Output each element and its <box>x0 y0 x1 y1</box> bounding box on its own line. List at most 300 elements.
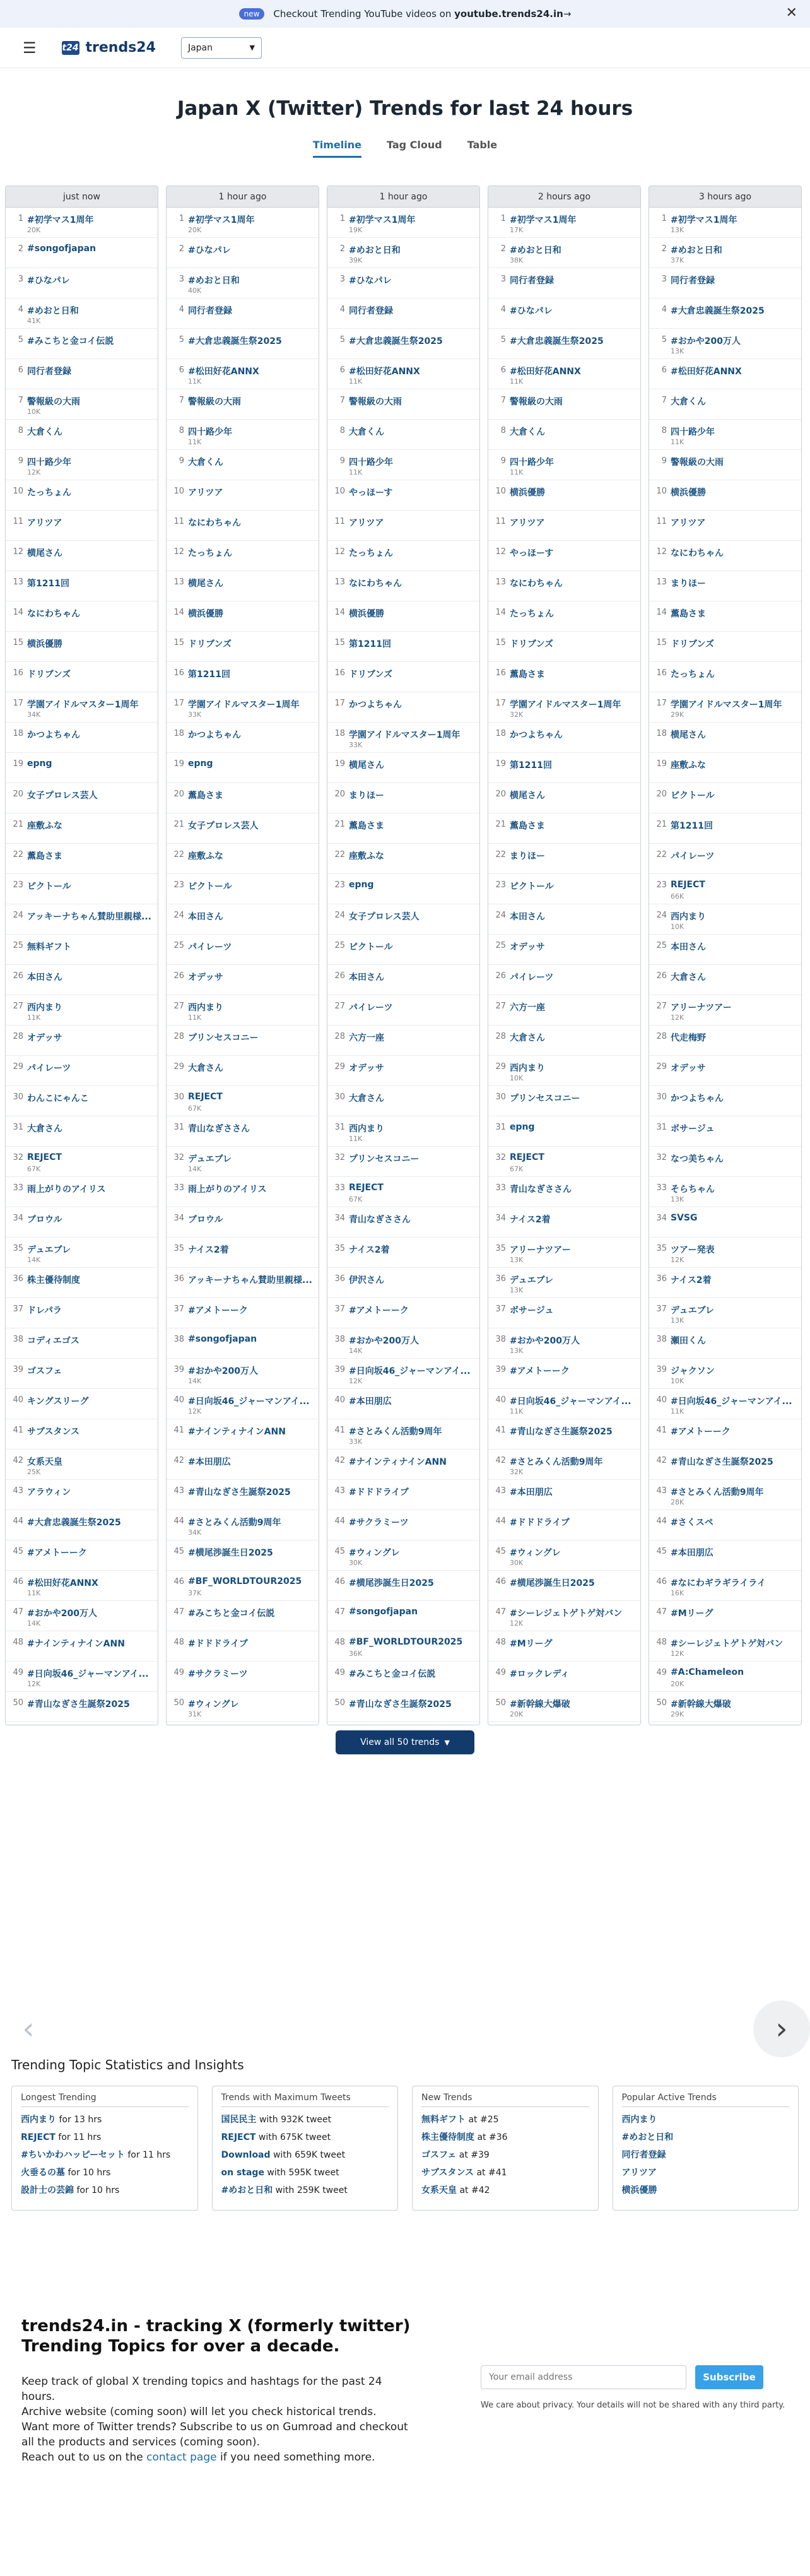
trend-link[interactable]: 女子プロレス芸人 <box>349 912 420 922</box>
trend-link[interactable]: #アメトーーク <box>27 1548 87 1558</box>
trend-link[interactable]: ナイス2着 <box>188 1245 229 1255</box>
trend-link[interactable]: アッキーナちゃん賛助里親様... <box>188 1275 312 1285</box>
trend-link[interactable]: 西内まり <box>510 1063 545 1073</box>
trend-link[interactable]: ブロウル <box>188 1215 223 1225</box>
trend-link[interactable]: たっちょん <box>671 670 715 680</box>
trend-link[interactable]: 横浜優勝 <box>188 609 223 619</box>
trend-link[interactable]: #横尾渉誕生日2025 <box>188 1548 273 1558</box>
trend-link[interactable]: やっほーす <box>349 488 393 498</box>
stats-trend-link[interactable]: 西内まり <box>621 2115 657 2125</box>
trend-link[interactable]: ナイス2着 <box>349 1245 390 1255</box>
trend-link[interactable]: #初学マス1周年 <box>510 215 577 225</box>
trend-link[interactable]: #初学マス1周年 <box>671 215 737 225</box>
trend-link[interactable]: #なにわギラギライライ <box>671 1578 766 1588</box>
trend-link[interactable]: 無料ギフト <box>27 942 71 952</box>
tab-timeline[interactable]: Timeline <box>313 139 361 158</box>
trend-link[interactable]: 横尾さん <box>188 579 223 589</box>
stats-trend-link[interactable]: 株主優待制度 <box>421 2132 474 2142</box>
trend-link[interactable]: なにわちゃん <box>188 518 241 528</box>
trend-link[interactable]: #みこちと金コイ伝説 <box>349 1669 436 1679</box>
trend-link[interactable]: #さとみくん活動9周年 <box>349 1427 442 1437</box>
trend-link[interactable]: 横浜優勝 <box>671 488 706 498</box>
trend-link[interactable]: #松田好花ANNX <box>27 1578 98 1588</box>
trend-link[interactable]: 西内まり <box>671 912 706 922</box>
trend-link[interactable]: まりほー <box>510 851 545 861</box>
trend-link[interactable]: 大倉さん <box>349 1094 384 1104</box>
trend-link[interactable]: #大倉忠義誕生祭2025 <box>188 336 282 346</box>
trend-link[interactable]: #ひなパレ <box>510 306 553 316</box>
trend-link[interactable]: #ひなパレ <box>349 276 392 286</box>
trend-link[interactable]: #songofjapan <box>27 244 97 254</box>
trend-link[interactable]: 株主優待制度 <box>27 1275 80 1285</box>
trend-link[interactable]: #めおと日和 <box>27 306 79 316</box>
trend-link[interactable]: ナイス2着 <box>671 1275 712 1285</box>
trend-link[interactable]: やっほーす <box>510 548 554 558</box>
trend-link[interactable]: 女子プロレス芸人 <box>27 791 98 801</box>
trend-item <box>167 1419 319 1450</box>
trend-link[interactable]: #みこちと金コイ伝説 <box>27 336 114 346</box>
trend-rank: 4 <box>500 305 506 314</box>
trend-link[interactable]: #めおと日和 <box>510 245 561 256</box>
trend-link[interactable]: ドリブンズ <box>188 639 232 649</box>
stats-trend-link[interactable]: ゴスフェ <box>421 2150 457 2160</box>
trend-link[interactable]: アリーナツアー <box>510 1245 571 1255</box>
stats-trend-link[interactable]: 設計士の芸錦 <box>21 2185 74 2195</box>
trend-link[interactable]: パイレーツ <box>349 1003 393 1013</box>
trend-link[interactable]: #アメトーーク <box>671 1427 731 1437</box>
trend-link[interactable]: #大倉忠義誕生祭2025 <box>510 336 604 346</box>
trend-link[interactable]: #ウィングレ <box>349 1548 400 1558</box>
trend-link[interactable]: ナイス2着 <box>510 1215 551 1225</box>
trend-item <box>6 723 158 753</box>
logo-icon[interactable]: t24 <box>62 41 79 55</box>
trend-link[interactable]: #大倉忠義誕生祭2025 <box>671 306 765 316</box>
trend-link[interactable]: まりほー <box>349 791 384 801</box>
trend-link[interactable]: ドリブンズ <box>510 639 554 649</box>
trend-link[interactable]: REJECT <box>349 1183 384 1193</box>
trend-link[interactable]: 女系天皇 <box>27 1457 62 1467</box>
trend-link[interactable]: 代走梅野 <box>671 1033 706 1043</box>
trend-link[interactable]: たっちょん <box>27 488 71 498</box>
trend-link[interactable]: 第1211回 <box>188 670 230 680</box>
trend-link[interactable]: #大倉忠義誕生祭2025 <box>349 336 443 346</box>
stats-trend-link[interactable]: 国民民主 <box>221 2115 257 2125</box>
trend-rank: 10 <box>334 487 345 496</box>
trend-link[interactable]: 座敷ふな <box>188 851 223 861</box>
trend-link[interactable]: #めおと日和 <box>188 276 240 286</box>
trend-link[interactable]: 雨上がりのアイリス <box>188 1185 267 1195</box>
trend-link[interactable]: 横浜優勝 <box>349 609 384 619</box>
trend-link[interactable]: #ひなパレ <box>188 245 231 256</box>
trend-link[interactable]: 薫島さま <box>510 821 545 831</box>
trend-link[interactable]: #日向坂46_ジャーマンアイ... <box>349 1366 471 1376</box>
trend-link[interactable]: #本田朋広 <box>510 1487 553 1498</box>
trend-link[interactable]: #A:Chameleon <box>671 1667 744 1677</box>
trend-link[interactable]: プリンセスコニー <box>510 1094 580 1104</box>
trend-link[interactable]: ブロウル <box>27 1215 62 1225</box>
trend-link[interactable]: 大倉くん <box>349 427 384 437</box>
trend-link[interactable]: オデッサ <box>671 1063 706 1073</box>
trend-link[interactable]: アッキーナちゃん賛助里親様... <box>27 912 151 922</box>
trend-link[interactable]: #BF_WORLDTOUR2025 <box>349 1637 463 1647</box>
trend-link[interactable]: REJECT <box>510 1152 544 1162</box>
trend-link[interactable]: #松田好花ANNX <box>188 367 259 377</box>
trend-link[interactable]: アリーナツアー <box>671 1003 732 1013</box>
stats-trend-link[interactable]: アリツア <box>621 2168 657 2178</box>
trend-link[interactable]: 西内まり <box>349 1124 384 1134</box>
trend-link[interactable]: たっちょん <box>188 548 232 558</box>
trend-link[interactable]: アラウィン <box>27 1487 71 1498</box>
trend-link[interactable]: 本田さん <box>510 912 545 922</box>
trend-link[interactable]: パイレーツ <box>27 1063 71 1073</box>
trend-link[interactable]: 学園アイドルマスター1周年 <box>349 730 461 740</box>
trend-link[interactable]: #Mリーグ <box>671 1609 713 1619</box>
trend-link[interactable]: 学園アイドルマスター1周年 <box>510 700 621 710</box>
trend-link[interactable]: コディエゴス <box>27 1336 79 1346</box>
trend-link[interactable]: #初学マス1周年 <box>27 215 94 225</box>
trend-link[interactable]: #新幹線大爆破 <box>510 1699 570 1710</box>
stats-trend-link[interactable]: 無料ギフト <box>421 2115 466 2125</box>
trend-link[interactable]: ピクトール <box>349 942 393 952</box>
trend-link[interactable]: #ドドドライブ <box>188 1639 248 1649</box>
trend-link[interactable]: サブスタンス <box>27 1427 80 1437</box>
trend-link[interactable]: 六方一座 <box>510 1003 545 1013</box>
trend-link[interactable]: 大倉くん <box>510 427 545 437</box>
trend-link[interactable]: 薫島さま <box>27 851 62 861</box>
trend-link[interactable]: プリンセスコニー <box>349 1154 420 1164</box>
trend-link[interactable]: プリンセスコニー <box>188 1033 259 1043</box>
trend-link[interactable]: 同行者登録 <box>671 276 715 286</box>
trend-link[interactable]: #横尾渉誕生日2025 <box>349 1578 434 1588</box>
trend-link[interactable]: #青山なぎさ生誕祭2025 <box>349 1699 452 1710</box>
trend-link[interactable]: 警報級の大雨 <box>349 397 402 407</box>
trend-link[interactable]: #おかや200万人 <box>27 1609 97 1619</box>
tab-tag-cloud[interactable]: Tag Cloud <box>386 139 442 151</box>
trend-link[interactable]: ジャクソン <box>671 1366 715 1376</box>
trend-link[interactable]: #青山なぎさ生誕祭2025 <box>671 1457 773 1467</box>
trend-link[interactable]: ドレパラ <box>27 1306 62 1316</box>
trend-link[interactable]: 四十路少年 <box>349 458 393 468</box>
trend-link[interactable]: 青山なぎささん <box>510 1185 572 1195</box>
trend-link[interactable]: そらちゃん <box>671 1185 715 1195</box>
trend-link[interactable]: かつよちゃん <box>349 700 402 710</box>
trend-link[interactable]: 本田さん <box>671 942 706 952</box>
tweet-count: 29K <box>671 711 684 719</box>
trend-link[interactable]: 女子プロレス芸人 <box>188 821 259 831</box>
subscribe-button[interactable]: Subscribe <box>695 2365 763 2389</box>
trend-link[interactable]: 大倉くん <box>27 427 62 437</box>
trend-link[interactable]: 本田さん <box>188 912 223 922</box>
trend-link[interactable]: 学園アイドルマスター1周年 <box>188 700 300 710</box>
trend-item <box>488 1268 640 1298</box>
trend-link[interactable]: 学園アイドルマスター1周年 <box>27 700 139 710</box>
stats-trend-link[interactable]: REJECT <box>21 2132 56 2142</box>
trend-link[interactable]: #ウィングレ <box>510 1548 561 1558</box>
trend-link[interactable]: ピクトール <box>671 791 715 801</box>
trend-link[interactable]: 同行者登録 <box>349 306 393 316</box>
tab-table[interactable]: Table <box>467 139 498 151</box>
trend-link[interactable]: 本田さん <box>27 972 62 983</box>
trend-link[interactable]: デュエブレ <box>188 1154 232 1164</box>
trend-link[interactable]: オデッサ <box>510 942 545 952</box>
trend-link[interactable]: epng <box>510 1122 535 1132</box>
trend-link[interactable]: #日向坂46_ジャーマンアイ... <box>27 1669 149 1679</box>
trend-link[interactable]: 第1211回 <box>510 760 552 771</box>
trend-link[interactable]: なにわちゃん <box>510 579 563 589</box>
trend-link[interactable]: 座敷ふな <box>27 821 62 831</box>
trend-link[interactable]: オデッサ <box>27 1033 62 1043</box>
tweet-count: 67K <box>188 1104 202 1113</box>
stats-trend-link[interactable]: 女系天皇 <box>421 2185 457 2195</box>
trend-link[interactable]: #さとみくん活動9周年 <box>671 1487 764 1498</box>
trend-link[interactable]: 警報級の大雨 <box>27 397 80 407</box>
trend-link[interactable]: ドリブンズ <box>671 639 715 649</box>
trend-link[interactable]: #青山なぎさ生誕祭2025 <box>188 1487 291 1498</box>
trend-link[interactable]: 座敷ふな <box>349 851 384 861</box>
trend-link[interactable]: 六方一座 <box>349 1033 384 1043</box>
trend-link[interactable]: #ロックレディ <box>510 1669 570 1679</box>
trend-link[interactable]: 警報級の大雨 <box>671 458 724 468</box>
trend-link[interactable]: ドリブンズ <box>27 670 71 680</box>
trend-link[interactable]: #初学マス1周年 <box>349 215 416 225</box>
trend-link[interactable]: 横浜優勝 <box>510 488 545 498</box>
stats-trend-link[interactable]: REJECT <box>221 2132 256 2142</box>
trend-link[interactable]: 本田さん <box>349 972 384 983</box>
trend-link[interactable]: 横尾さん <box>671 730 706 740</box>
trend-link[interactable]: #松田好花ANNX <box>510 367 581 377</box>
trend-link[interactable]: パイレーツ <box>188 942 232 952</box>
trend-link[interactable]: #ナインティナインANN <box>349 1457 447 1467</box>
trend-link[interactable]: かつよちゃん <box>27 730 80 740</box>
trend-link[interactable]: #アメトーーク <box>510 1366 570 1376</box>
trend-link[interactable]: まりほー <box>671 579 706 589</box>
trend-link[interactable]: #本田朋広 <box>188 1457 231 1467</box>
trend-link[interactable]: #ドドドライブ <box>349 1487 409 1498</box>
trend-link[interactable]: #松田好花ANNX <box>349 367 420 377</box>
trend-link[interactable]: 学園アイドルマスター1周年 <box>671 700 782 710</box>
trend-item <box>327 1086 479 1116</box>
trend-link[interactable]: デュエブレ <box>510 1275 554 1285</box>
trend-link[interactable]: #本田朋広 <box>349 1397 392 1407</box>
trend-link[interactable]: REJECT <box>188 1092 223 1102</box>
trend-link[interactable]: #Mリーグ <box>510 1639 553 1649</box>
trend-link[interactable]: 薫島さま <box>510 670 545 680</box>
trend-item <box>649 874 801 904</box>
trend-link[interactable]: #新幹線大爆破 <box>671 1699 731 1710</box>
trend-link[interactable]: ツアー発表 <box>671 1245 715 1255</box>
trend-link[interactable]: ピクトール <box>27 882 71 892</box>
trend-link[interactable]: #おかや200万人 <box>188 1366 258 1376</box>
trend-rank: 45 <box>334 1547 345 1556</box>
trend-link[interactable]: 横尾さん <box>349 760 384 771</box>
trend-link[interactable]: 警報級の大雨 <box>510 397 563 407</box>
trend-link[interactable]: オデッサ <box>188 972 223 983</box>
stats-trend-link[interactable]: on stage <box>221 2168 264 2178</box>
trend-link[interactable]: 同行者登録 <box>510 276 554 286</box>
trend-link[interactable]: 雨上がりのアイリス <box>27 1185 106 1195</box>
trend-link[interactable]: 瀬田くん <box>671 1336 706 1346</box>
trend-link[interactable]: なにわちゃん <box>27 609 80 619</box>
trend-link[interactable]: ピクトール <box>510 882 554 892</box>
trend-link[interactable]: epng <box>27 759 52 769</box>
stats-trend-link[interactable]: #めおと日和 <box>621 2132 674 2142</box>
trend-link[interactable]: SVSG <box>671 1213 698 1223</box>
trend-link[interactable]: 薫島さま <box>188 791 223 801</box>
trend-link[interactable]: 第1211回 <box>27 579 69 589</box>
trend-link[interactable]: #おかや200万人 <box>349 1336 419 1346</box>
brand-name[interactable]: trends24 <box>85 40 156 56</box>
trend-link[interactable]: 薫島さま <box>671 609 706 619</box>
trend-link[interactable]: #おかや200万人 <box>671 336 741 346</box>
email-input[interactable] <box>481 2365 686 2389</box>
trend-link[interactable]: キングスリーグ <box>27 1397 89 1407</box>
trend-link[interactable]: アリツア <box>349 518 384 528</box>
stats-row <box>21 2146 189 2164</box>
trend-link[interactable]: 四十路少年 <box>671 427 715 437</box>
trend-link[interactable]: #ウィングレ <box>188 1699 239 1710</box>
country-select[interactable]: Japan ▼ <box>181 37 262 59</box>
trend-link[interactable]: かつよちゃん <box>510 730 563 740</box>
trend-link[interactable]: ボサージュ <box>671 1124 715 1134</box>
trend-link[interactable]: 同行者登録 <box>188 306 232 316</box>
trend-link[interactable]: #ドドドライブ <box>510 1518 570 1528</box>
trend-link[interactable]: 座敷ふな <box>671 760 706 771</box>
contact-link[interactable]: contact page <box>146 2451 217 2464</box>
trend-link[interactable]: epng <box>188 759 213 769</box>
trend-link[interactable]: #本田朋広 <box>671 1548 713 1558</box>
trend-link[interactable]: 大倉さん <box>671 972 706 983</box>
trend-link[interactable]: 青山なぎささん <box>188 1124 250 1134</box>
next-arrow-icon[interactable]: › <box>753 2000 810 2057</box>
trend-link[interactable]: ボサージュ <box>510 1306 554 1316</box>
trend-link[interactable]: デュエブレ <box>27 1245 71 1255</box>
trend-link[interactable]: 第1211回 <box>671 821 713 831</box>
trend-link[interactable]: #サクラミーツ <box>188 1669 248 1679</box>
trend-link[interactable]: 西内まり <box>27 1003 62 1013</box>
trend-rank: 20 <box>334 789 345 799</box>
banner-text[interactable]: Checkout Trending YouTube videos on youtube.trends24.in→ <box>273 8 572 20</box>
close-icon[interactable]: ✕ <box>785 5 797 21</box>
trend-link[interactable]: 大倉くん <box>188 458 223 468</box>
stats-trend-link[interactable]: 西内まり <box>21 2115 56 2125</box>
trend-link[interactable]: #青山なぎさ生誕祭2025 <box>27 1699 130 1710</box>
trend-link[interactable]: #アメトーーク <box>349 1306 409 1316</box>
trend-link[interactable]: 警報級の大雨 <box>188 397 241 407</box>
trend-link[interactable]: なにわちゃん <box>349 579 402 589</box>
trend-link[interactable]: アリツア <box>27 518 62 528</box>
trend-link[interactable]: かつよちゃん <box>188 730 241 740</box>
trend-link[interactable]: 横尾さん <box>27 548 62 558</box>
prev-arrow-icon[interactable]: ‹ <box>22 2011 35 2047</box>
trend-link[interactable]: 横尾さん <box>510 791 545 801</box>
trend-link[interactable]: ゴスフェ <box>27 1366 62 1376</box>
menu-icon[interactable]: ☰ <box>23 38 37 57</box>
trend-link[interactable]: たっちょん <box>349 548 393 558</box>
trend-link[interactable]: #さくスペ <box>671 1518 713 1528</box>
trend-link[interactable]: わんこにゃんこ <box>27 1094 89 1104</box>
trend-link[interactable]: ドリブンズ <box>349 670 393 680</box>
trend-link[interactable]: たっちょん <box>510 609 554 619</box>
tweet-count: 38K <box>510 256 524 264</box>
trend-link[interactable]: #ナインティナインANN <box>27 1639 125 1649</box>
stats-trend-link[interactable]: 同行者登録 <box>621 2150 666 2160</box>
view-all-button[interactable]: View all 50 trends ▼ <box>336 1730 474 1754</box>
trend-link[interactable]: オデッサ <box>349 1063 384 1073</box>
trend-link[interactable]: アリツア <box>510 518 545 528</box>
trend-link[interactable]: 四十路少年 <box>188 427 232 437</box>
trend-link[interactable]: #BF_WORLDTOUR2025 <box>188 1576 302 1586</box>
trend-link[interactable]: 伊沢さん <box>349 1275 384 1285</box>
stats-trend-link[interactable]: 横浜優勝 <box>621 2185 657 2195</box>
trend-link[interactable]: REJECT <box>671 880 705 890</box>
trend-link[interactable]: パイレーツ <box>671 851 715 861</box>
trend-link[interactable]: #初学マス1周年 <box>188 215 255 225</box>
trend-link[interactable]: 第1211回 <box>349 639 391 649</box>
trend-link[interactable]: #めおと日和 <box>671 245 722 256</box>
trend-link[interactable]: デュエブレ <box>671 1306 715 1316</box>
trend-link[interactable]: 青山なぎささん <box>349 1215 411 1225</box>
trend-link[interactable]: #songofjapan <box>349 1607 418 1617</box>
trend-item <box>167 844 319 874</box>
trend-link[interactable]: #サクラミーツ <box>349 1518 409 1528</box>
trend-link[interactable]: ピクトール <box>188 882 232 892</box>
trend-link[interactable]: 横浜優勝 <box>27 639 62 649</box>
trend-link[interactable]: epng <box>349 880 374 890</box>
stats-trend-link[interactable]: #めおと日和 <box>221 2185 273 2195</box>
stats-trend-link[interactable]: #ちいかわハッピーセット <box>21 2150 125 2160</box>
trend-link[interactable]: #おかや200万人 <box>510 1336 580 1346</box>
trend-link[interactable]: なにわちゃん <box>671 548 724 558</box>
stats-trend-link[interactable]: サブスタンス <box>421 2168 474 2178</box>
trend-link[interactable]: #日向坂46_ジャーマンアイ... <box>188 1397 310 1407</box>
trend-link[interactable]: 薫島さま <box>349 821 384 831</box>
trend-link[interactable]: 大倉さん <box>188 1063 223 1073</box>
trend-link[interactable]: #シーレジェトゲトゲ対バン <box>671 1639 784 1649</box>
trend-link[interactable]: アリツア <box>671 518 706 528</box>
trend-link[interactable]: #日向坂46_ジャーマンアイ... <box>671 1397 792 1407</box>
trend-link[interactable]: REJECT <box>27 1152 62 1162</box>
trend-link[interactable]: #さとみくん活動9周年 <box>188 1518 281 1528</box>
trend-link[interactable]: #青山なぎさ生誕祭2025 <box>510 1427 613 1437</box>
trend-link[interactable]: #大倉忠義誕生祭2025 <box>27 1518 121 1528</box>
trend-link[interactable]: 四十路少年 <box>27 458 71 468</box>
trend-link[interactable]: #日向坂46_ジャーマンアイ... <box>510 1397 631 1407</box>
trend-link[interactable]: 大倉さん <box>27 1124 62 1134</box>
trend-link[interactable]: 大倉さん <box>510 1033 545 1043</box>
stats-trend-link[interactable]: 火垂るの墓 <box>21 2168 65 2178</box>
trend-link[interactable]: 四十路少年 <box>510 458 554 468</box>
trend-link[interactable]: なつ美ちゃん <box>671 1154 724 1164</box>
trend-link[interactable]: #ひなパレ <box>27 276 70 286</box>
trend-link[interactable]: #めおと日和 <box>349 245 401 256</box>
trend-link[interactable]: #松田好花ANNX <box>671 367 742 377</box>
trend-link[interactable]: パイレーツ <box>510 972 554 983</box>
stats-trend-link[interactable]: Download <box>221 2150 271 2160</box>
trend-item <box>6 692 158 723</box>
trend-link[interactable]: #みこちと金コイ伝説 <box>188 1609 275 1619</box>
trend-link[interactable]: #さとみくん活動9周年 <box>510 1457 603 1467</box>
trend-link[interactable]: 西内まり <box>188 1003 223 1013</box>
trend-link[interactable]: #シーレジェトゲトゲ対バン <box>510 1609 623 1619</box>
trend-link[interactable]: #ナインティナインANN <box>188 1427 286 1437</box>
trend-link[interactable]: #横尾渉誕生日2025 <box>510 1578 595 1588</box>
trend-link[interactable]: アリツア <box>188 488 223 498</box>
trend-link[interactable]: 大倉くん <box>671 397 706 407</box>
trend-link[interactable]: 同行者登録 <box>27 367 71 377</box>
trend-link[interactable]: #アメトーーク <box>188 1306 248 1316</box>
trend-link[interactable]: かつよちゃん <box>671 1094 724 1104</box>
trend-link[interactable]: #songofjapan <box>188 1334 257 1344</box>
